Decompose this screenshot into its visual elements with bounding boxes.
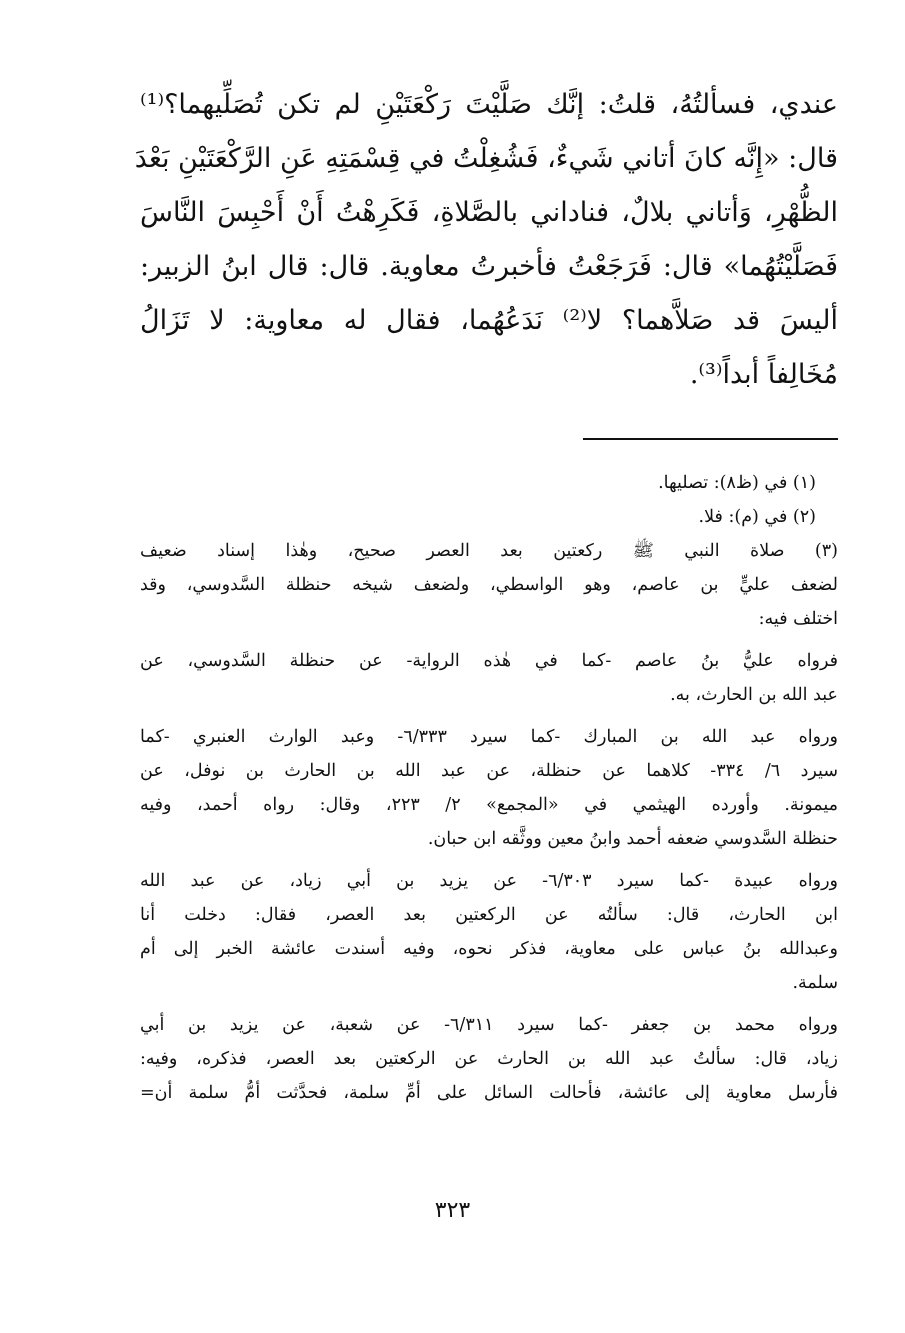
footnote-paragraph-line: عبد الله بن الحارث، به. [670, 685, 838, 705]
main-text [134, 78, 838, 402]
footnote-paragraph-line: ابن الحارث، قال: سألتُه عن الركعتين بعد العصر، فقال: دخلت أنا [140, 905, 838, 925]
footnote-paragraph-line: ورواه عبد الله بن المبارك -كما سيرد ٦/٣٣٣- وعبد الوارث العنبري -كما [140, 727, 838, 747]
footnote-paragraph-line: ميمونة. وأورده الهيثمي في «المجمع» ٢/ ٢٢٣، وقال: رواه أحمد، وفيه [140, 795, 839, 815]
footnote-paragraph-line: وعبدالله بنُ عباس على معاوية، فذكر نحوه، وفيه أسندت عائشة الخبر إلى أم [140, 939, 838, 959]
footnote-divider [583, 438, 838, 440]
main-text-line: قال: «إِنَّه كانَ أتاني شَيءٌ، فَشُغِلْتُ في قِسْمَتِهِ عَنِ الرَّكْعَتَيْنِ بَعْدَ [134, 143, 838, 174]
footnote-3-line: (٣) صلاة النبي ﷺ ركعتين بعد العصر صحيح، وهٰذا إسناد ضعيف [140, 541, 838, 561]
main-text-line: الظُّهْرِ، وَأتاني بلالٌ، فناداني بالصَّلاةِ، فَكَرِهْتُ أَنْ أَحْبِسَ النَّاسَ [140, 197, 838, 228]
footnote-paragraph-line: سيرد ٦/ ٣٣٤- كلاهما عن حنظلة، عن عبد الله بن الحارث بن نوفل، عن [140, 761, 838, 781]
footnote-paragraph-line: زياد، قال: سألتُ عبد الله بن الحارث عن الركعتين بعد العصر، فذكره، وفيه: [140, 1049, 838, 1069]
main-text-line: أليسَ قد صَلاَّهما؟ لا⁽²⁾ نَدَعُهُما، فقال له معاوية: لا تَزَالُ [140, 305, 838, 336]
main-text-line: عندي، فسألتُهُ، قلتُ: إنَّك صَلَّيْتَ رَكْعَتَيْنِ لم تكن تُصَلِّيهما؟⁽¹⁾ [140, 89, 838, 120]
page-number: ٣٢٣ [434, 1198, 471, 1223]
footnote-paragraph-line: حنظلة السَّدوسي ضعفه أحمد وابنُ معين ووثَّقه ابن حبان. [427, 829, 838, 849]
footnote-paragraph-line: فأرسل معاوية إلى عائشة، فأحالت السائل على أمِّ سلمة، فحدَّثت أمُّ سلمة أن= [140, 1083, 838, 1103]
footnote-1: (١) في (ظ٨): تصليها. [658, 473, 816, 493]
footnote-paragraph-line: ورواه محمد بن جعفر -كما سيرد ٦/٣١١- عن شعبة، عن يزيد بن أبي [140, 1015, 839, 1035]
book-page [134, 78, 839, 1103]
footnote-paragraph-line: فرواه عليُّ بنُ عاصم -كما في هٰذه الرواية- عن حنظلة السَّدوسي، عن [140, 651, 838, 671]
footnote-2: (٢) في (م): فلا. [698, 507, 816, 527]
footnote-3-line: اختلف فيه: [758, 609, 838, 629]
footnotes [140, 466, 838, 1110]
footnote-paragraph-line: ورواه عبيدة -كما سيرد ٦/٣٠٣- عن يزيد بن أبي زياد، عن عبد الله [140, 871, 838, 891]
main-text-line: مُخَالِفاً أبداً⁽³⁾. [689, 359, 838, 390]
main-text-line: فَصَلَّيْتُهُما» قال: فَرَجَعْتُ فأخبرتُ معاوية. قال: قال ابنُ الزبير: [140, 251, 838, 282]
footnote-paragraph-line: سلمة. [792, 973, 838, 993]
footnote-3-line: لضعف عليٍّ بن عاصم، وهو الواسطي، ولضعف شيخه حنظلة السَّدوسي، وقد [140, 575, 838, 595]
